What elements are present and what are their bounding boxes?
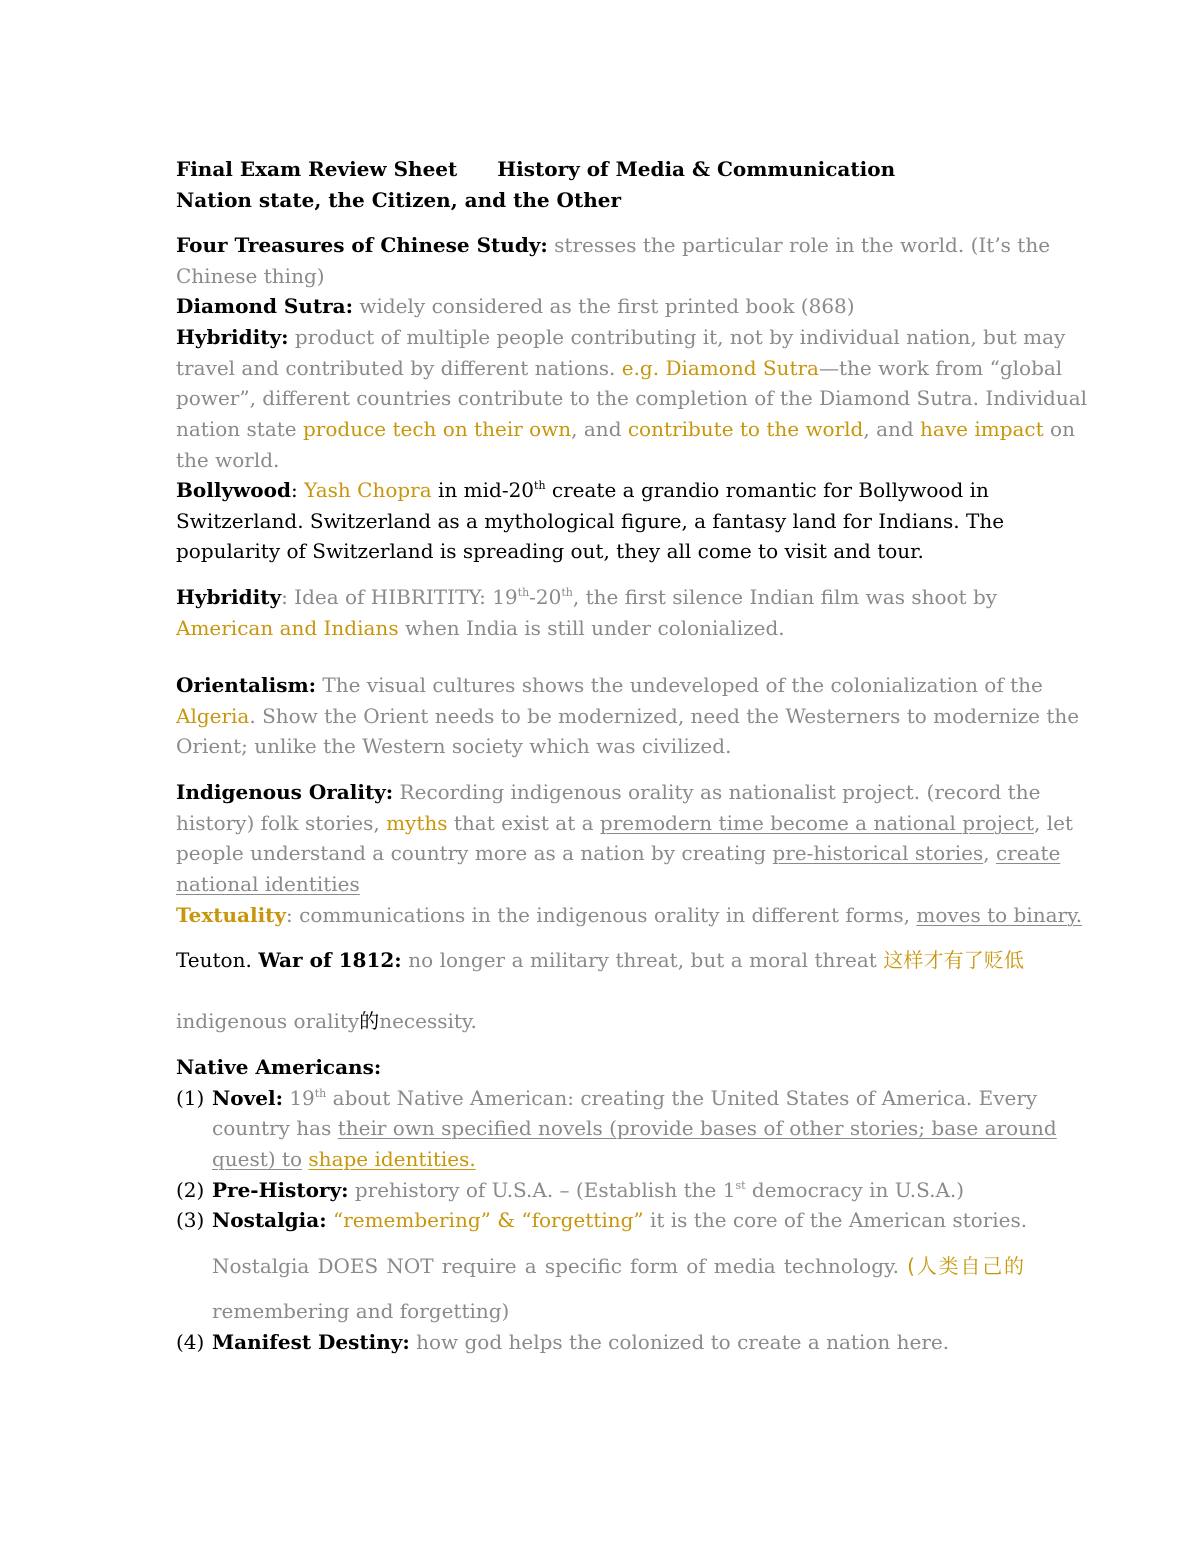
term-bollywood: Bollywood <box>176 478 291 502</box>
native-americans-heading: Native Americans: <box>176 1055 382 1079</box>
sheet-title: Final Exam Review Sheet <box>176 157 458 181</box>
list-item: (4) Manifest Destiny: how god helps the colonized to create a nation here. <box>176 1330 950 1354</box>
document-page: Final Exam Review Sheet History of Media & Communication Nation state, the Citizen, and the Other Four Treasures of Chinese Study: stresses the particular role in the world. (It’s the Chinese thing) Diamond Sutra: widely considered as the first printed book (868) Hybridity: product of multiple people contributing it, not by individual nation, but may travel and contributed by different nations. e.g. Diamond Sutra—the work from “global power”, different countries contribute to the completion of the Diamond Sutra. Individual nation state produce tech on their own, and contribute to the world, and have impact on the world. Bollywood: Yash Chopra in mid-20th create a grandio romantic for Bollywood in Switzerland. Switzerland as a mythological figure, a fantasy land for Indians. The popularity of Switzerland is spreading out, they all come to visit and tour. Hybridity: Idea of HIBRITITY: 19th-20th, the first silence Indian film was shoot by American and Indians when India is still under colonialized. Orientalism: The visual cultures shows the undeveloped of the colonialization of the Algeria. Show the Orient needs to be modernized, need the Westerners to modernize the Orient; unlike the Western society which was civilized. Indigenous Orality: Recording indigenous orality as nationalist project. (record the history) folk stories, myths that exist at a premodern time become a national project, let people understand a country more as a nation by creating pre-historical stories, create national identities Textuality: communications in the indigenous orality in different forms, moves to binary. Teuton. War of 1812: no longer a military threat, but a moral threat 这样才有了贬低 indigenous orality的necessity. Native Americans: (1) Novel: 19th about Native American: creating the United States of America. Every country has their own specified novels (provide bases of other stories; base around quest) to shape identities. (2) Pre-History: prehistory of U.S.A. – (Establish the 1st democracy in U.S.A.) (3) Nostalgia: “remembering” & “forgetting” it is the core of the American stories. Nostalgia DOES NOT require a specific form of media technology. (人类自己的 remembering and forgetting) (4) Manifest Destiny: how god helps the colonized to create a nation here. <box>0 0 1200 1553</box>
list-item: (1) Novel: 19th about Native American: creating the United States of America. Every <box>176 1086 1038 1110</box>
term-indigenous-orality: Indigenous Orality: <box>176 780 394 804</box>
term-four-treasures: Four Treasures of Chinese Study: <box>176 233 548 257</box>
term-hybridity-2: Hybridity <box>176 585 282 609</box>
term-war-of-1812: War of 1812: <box>258 948 402 972</box>
term-orientalism: Orientalism: <box>176 673 317 697</box>
term-diamond-sutra: Diamond Sutra: <box>176 294 353 318</box>
list-item: (2) Pre-History: prehistory of U.S.A. – (Establish the 1st democracy in U.S.A.) <box>176 1178 965 1202</box>
section-subtitle: Nation state, the Citizen, and the Other <box>176 188 622 212</box>
term-hybridity: Hybridity: <box>176 325 289 349</box>
course-title: History of Media & Communication <box>497 157 896 181</box>
list-item: (3) Nostalgia: “remembering” & “forgetting” it is the core of the American stories. <box>176 1208 1028 1232</box>
term-textuality: Textuality <box>176 903 287 927</box>
